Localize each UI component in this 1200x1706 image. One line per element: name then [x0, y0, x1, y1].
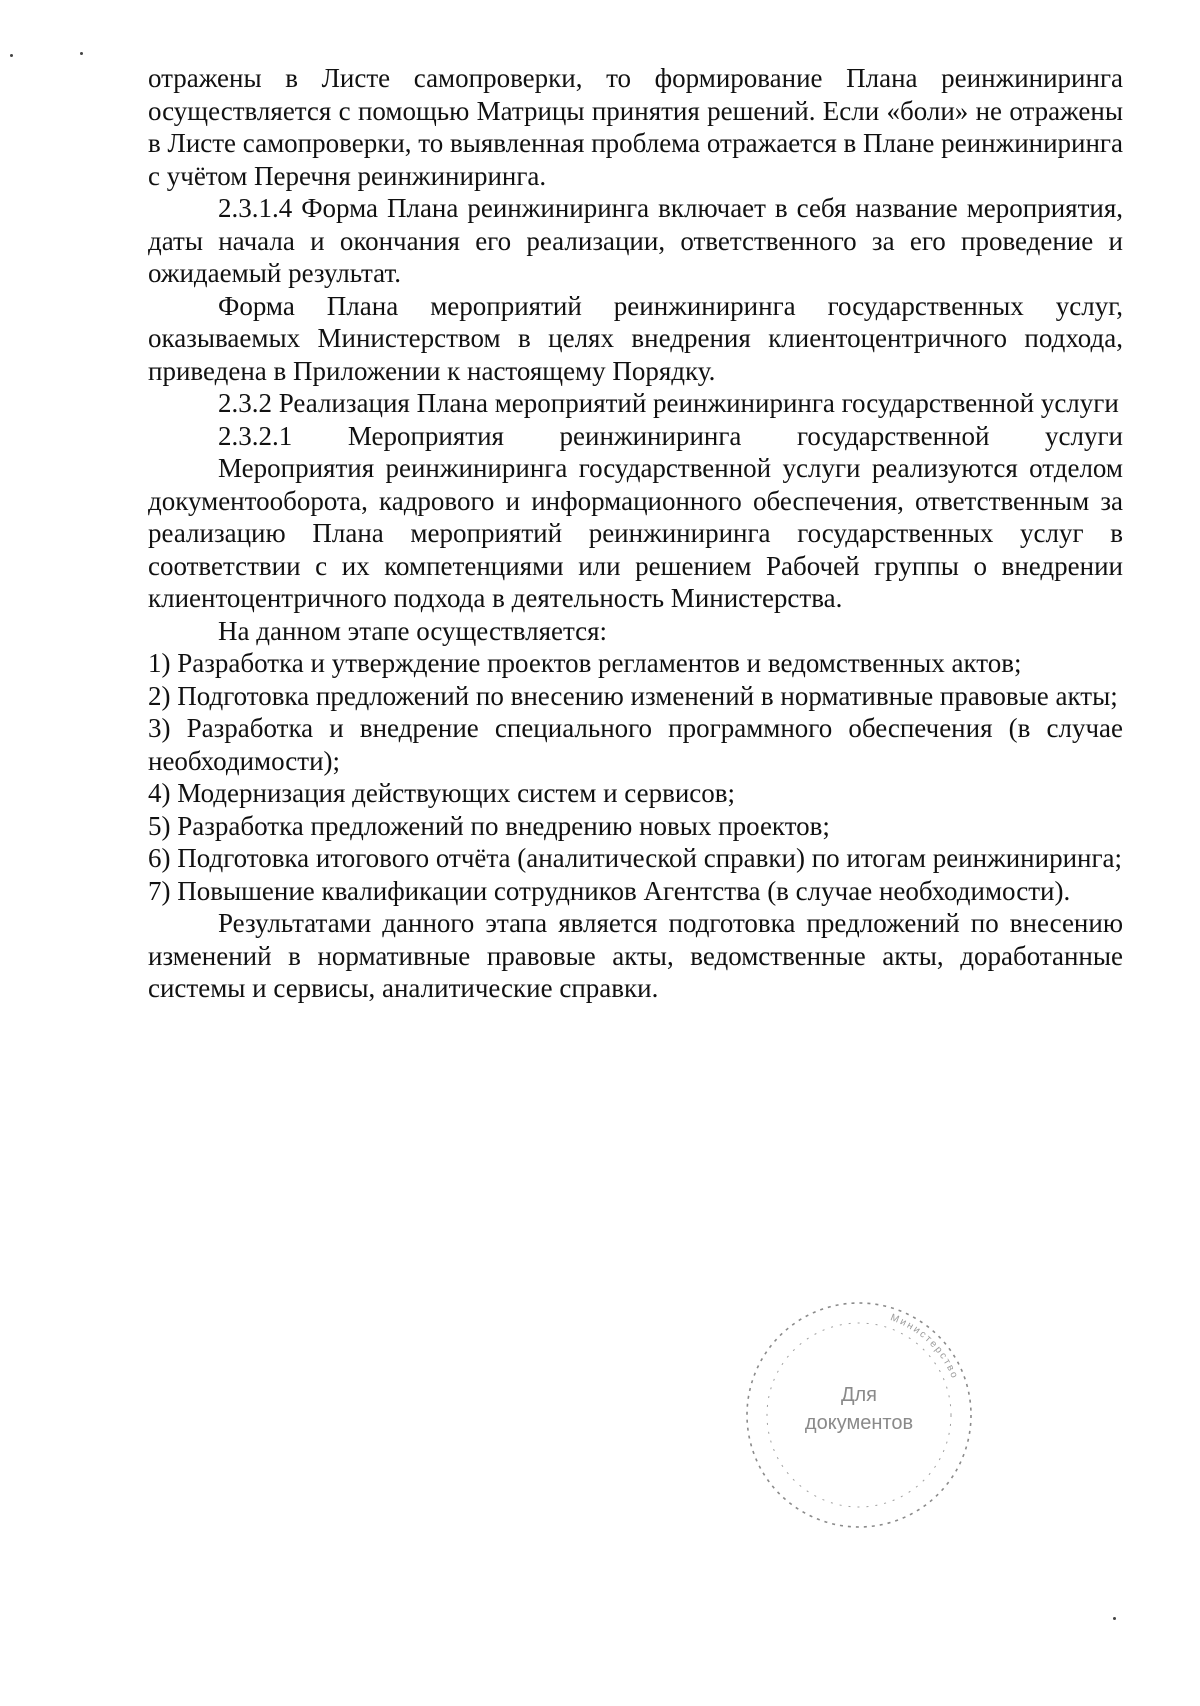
heading-2-3-2: 2.3.2 Реализация Плана мероприятий реинжиниринга государственной услуги — [218, 388, 1119, 418]
scan-speck — [1113, 1617, 1116, 1620]
list-item-5: 5) Разработка предложений по внедрению новых проектов; — [148, 810, 830, 841]
stamp-ring-text: Министерство — [888, 1312, 961, 1382]
svg-text:Министерство — [889, 1312, 960, 1381]
paragraph-2-3-1-4: 2.3.1.4 Форма Плана реинжиниринга включает в себя название мероприятия, даты начала и окончания его реализации, ответственного за его проведение и ожидаемый результат. — [148, 193, 1123, 288]
heading-2-3-2-1: 2.3.2.1 Мероприятия реинжиниринга государственной услуги — [218, 420, 1123, 451]
paragraph-stage-intro: На данном этапе осуществляется: — [218, 615, 608, 646]
paragraph-results: Результатами данного этапа является подготовка предложений по внесению изменений в нормативные правовые акты, ведомственные акты, доработанные системы и сервисы, аналитические справки. — [148, 908, 1123, 1003]
stamp-line-2: документов — [804, 1412, 914, 1434]
list-item-1: 1) Разработка и утверждение проектов регламентов и ведомственных актов; — [148, 648, 1022, 678]
list-item-6: 6) Подготовка итогового отчёта (аналитической справки) по итогам реинжиниринга; — [148, 843, 1123, 873]
list-item-3: 3) Разработка и внедрение специального программного обеспечения (в случае необходимости); — [148, 713, 1123, 776]
paragraph-continuation: отражены в Листе самопроверки, то формирование Плана реинжиниринга осуществляется с помощью Матрицы принятия решений. Если «боли» не отражены в Листе самопроверки, то выявленная проблема отражается в Плане реинжиниринга с учётом Перечня реинжиниринга. — [148, 63, 1123, 191]
list-item-7: 7) Повышение квалификации сотрудников Агентства (в случае необходимости). — [148, 875, 1071, 906]
stamp-seal-icon — [742, 1298, 976, 1532]
document-body — [148, 62, 1123, 1005]
official-stamp — [742, 1298, 976, 1532]
list-item-4: 4) Модернизация действующих систем и сервисов; — [148, 778, 736, 808]
list-item-2: 2) Подготовка предложений по внесению изменений в нормативные правовые акты; — [148, 680, 1118, 711]
paragraph-plan-form: Форма Плана мероприятий реинжиниринга государственных услуг, оказываемых Министерством в целях внедрения клиентоцентричного подхода, приведена в Приложении к настоящему Порядку. — [148, 290, 1123, 386]
paragraph-implementation: Мероприятия реинжиниринга государственной услуги реализуются отделом документооборота, кадрового и информационного обеспечения, ответственным за реализацию Плана мероприятий реинжиниринга государственных услуг в соответствии с их компетенциями или решением Рабочей группы о внедрении клиентоцентричного подхода в деятельность Министерства. — [148, 453, 1123, 613]
scan-speck — [10, 54, 13, 57]
stamp-line-1: Для — [840, 1384, 878, 1406]
scan-speck — [80, 52, 83, 55]
